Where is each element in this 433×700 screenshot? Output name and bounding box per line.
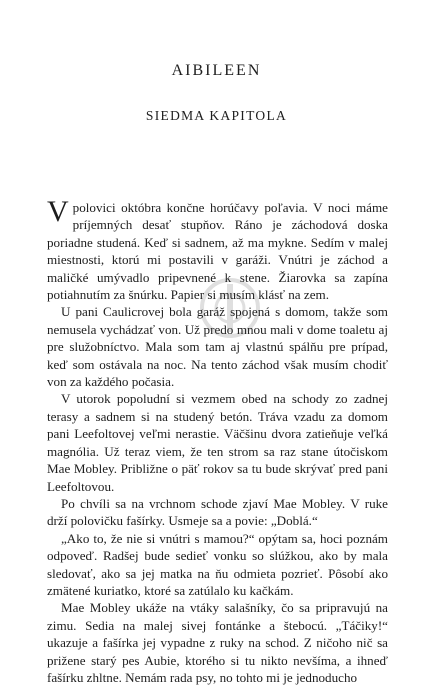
chapter-title: SIEDMA KAPITOLA xyxy=(145,108,288,123)
paragraph-4: Po chvíli sa na vrchnom schode zjaví Mae Mobley. V ruke drží polovičku fašírky. Usmeje sa a povie: „Doblá.“ xyxy=(47,495,388,529)
paragraph-3: V utorok popoludní si vezmem obed na schody zo zadnej terasy a sadnem si na studený betón. Tráva vzadu za domom pani Leefoltovej veľmi nerastie. Väčšinu dvora zatieňuje veľká magnólia. Už teraz viem, že ten strom sa raz stane útočiskom Mae Mobley. Približne o päť rokov sa tu bude skrývať pred pani Leefoltovou. xyxy=(47,391,388,494)
drop-cap: V xyxy=(47,195,69,228)
paragraph-6: Mae Mobley ukáže na vtáky salašníky, čo sa pripravujú na zimu. Sedia na malej sivej fontánke a štebocú. „Táčiky!“ ukazuje a fašírka jej vypadne z ruky na schod. Z ničoho nič sa prižene starý pes Aubie, ktorého si tu nikto nevšíma, a ihneď fašírku zhltne. Nemám rada psy, no tohto mi je jednoducho xyxy=(47,600,388,685)
paragraph-2: U pani Caulicrovej bola garáž spojená s domom, takže som nemusela vychádzať von. Už predo mnou mali v dome toaletu aj pre služobníctvo. Mala som tam aj vlastnú spálňu pre prípad, keď som ostávala na noc. Na tento záchod však musím chodiť von za každého počasia. xyxy=(47,304,388,390)
chapter-body xyxy=(47,195,388,686)
paragraph-1 xyxy=(47,195,388,303)
chapter-character-name: AIBILEEN xyxy=(171,62,262,79)
paragraph-5: „Ako to, že nie si vnútri s mamou?“ opýtam sa, hoci poznám odpoveď. Radšej bude sedieť vonku so slúžkou, ako by mala sledovať, ako sa jej matka na ňu odmieta pozrieť. Pôsobí ako zmätené kuriatko, ktoré sa zatúlalo ku kačkám. xyxy=(47,530,388,598)
paragraph-1-text: polovici októbra končne horúčavy poľavia. V noci máme príjemných desať stupňov. Ráno je záchodová doska poriadne studená. Keď si sadnem, až ma mykne. Sedím v malej miestnosti, ktorú mi postavili v garáži. Vnútri je záchod a maličké umývadlo pripevnené k stene. Žiarovka sa zapína potiahnutím za šnúrku. Papier si musím klásť na zem. xyxy=(47,200,388,303)
